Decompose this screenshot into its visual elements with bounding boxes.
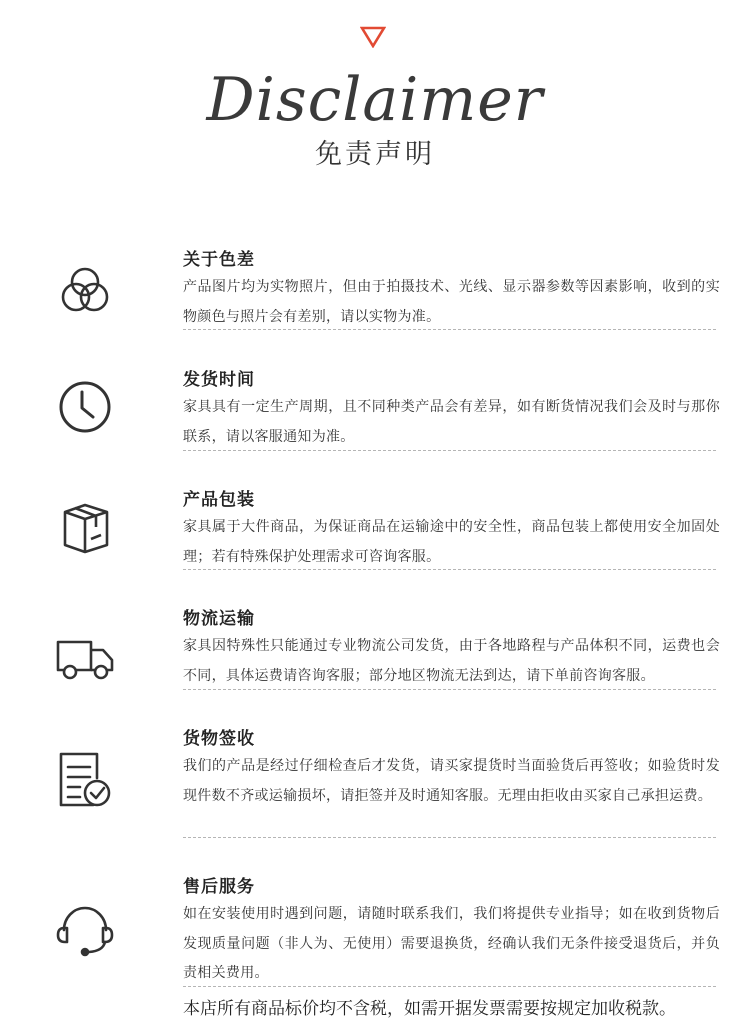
- headset-icon: [55, 898, 115, 958]
- section-text: 家具具有一定生产周期，且不同种类产品会有差异，如有断货情况我们会及时与那你联系，请以客服通知为准。: [183, 399, 720, 445]
- section-text: 如在安装使用时遇到问题，请随时联系我们，我们将提供专业指导；如在收到货物后发现质量问题（非人为、无使用）需要退换货，经确认我们无条件接受退货后，并负责相关费用。: [183, 906, 720, 981]
- tax-notice: 本店所有商品标价均不含税，如需开据发票需要按规定加收税款。: [183, 999, 676, 1019]
- section-title: 发货时间: [183, 370, 255, 390]
- clock-icon: [55, 377, 115, 437]
- divider: [183, 986, 716, 987]
- divider: [183, 569, 716, 570]
- section-text: 家具因特殊性只能通过专业物流公司发货，由于各地路程与产品体积不同，运费也会不同，具体运费请咨询客服；部分地区物流无法到达，请下单前咨询客服。: [183, 638, 720, 684]
- divider: [183, 837, 716, 838]
- section-title: 售后服务: [183, 877, 255, 897]
- page-title-zh: 免责声明: [315, 139, 435, 170]
- section-title: 货物签收: [183, 729, 255, 749]
- page-title-en: Disclaimer: [206, 65, 544, 135]
- divider: [183, 329, 716, 330]
- divider: [183, 689, 716, 690]
- color-circles-icon: [55, 261, 115, 321]
- section-text: 产品图片均为实物照片，但由于拍摄技术、光线、显示器参数等因素影响，收到的实物颜色与照片会有差别，请以实物为准。: [183, 279, 720, 325]
- section-title: 产品包装: [183, 490, 255, 510]
- section-text: 我们的产品是经过仔细检查后才发货，请买家提货时当面验货后再签收；如验货时发现件数不齐或运输损坏，请拒签并及时通知客服。无理由拒收由买家自己承担运费。: [183, 758, 720, 804]
- section-title: 物流运输: [183, 609, 255, 629]
- truck-icon: [55, 628, 115, 688]
- box-icon: [55, 495, 115, 555]
- divider: [183, 450, 716, 451]
- section-title: 关于色差: [183, 250, 255, 270]
- triangle-down-icon: [360, 26, 386, 48]
- document-check-icon: [55, 750, 115, 810]
- section-text: 家具属于大件商品，为保证商品在运输途中的安全性，商品包装上都使用安全加固处理；若有特殊保护处理需求可咨询客服。: [183, 519, 720, 565]
